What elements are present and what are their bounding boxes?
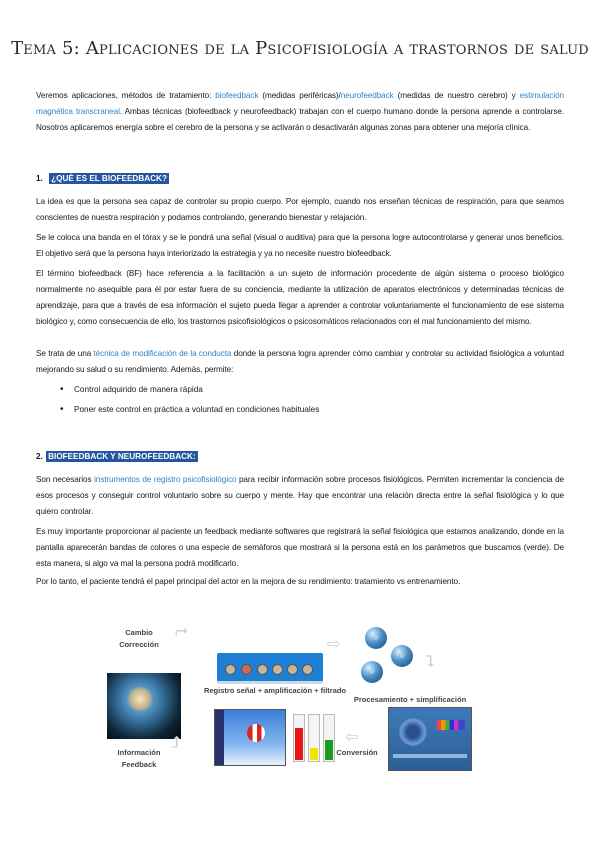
- processing-software-screen: [388, 707, 472, 771]
- s1-paragraph-2: Se le coloca una banda en el tórax y se le pondrá una señal (visual o auditiva) para que la persona logre autocontrolarse y generar unos beneficios. El objetivo será que la persona haya interiorizado la estrategia y ya no necesite nuestro biofeedback.: [36, 233, 564, 258]
- arrow-down-icon: ⮧: [425, 654, 435, 671]
- signal-orb-icon: [365, 627, 387, 649]
- text: Son necesarios: [36, 475, 95, 484]
- fill: [310, 748, 318, 760]
- s1-bullet-list: [60, 380, 319, 420]
- intro-paragraph: [36, 88, 564, 136]
- term-behavior-modification: técnica de modificación de la conducta: [93, 349, 232, 358]
- knob: [302, 664, 313, 675]
- section-title: ¿QUÉ ES EL BIOFEEDBACK?: [51, 174, 167, 183]
- head-brain-image: [107, 673, 181, 739]
- side-panel: [215, 710, 224, 765]
- arrow-up-icon: ⮥: [171, 734, 181, 751]
- level-meter-green: [323, 714, 335, 762]
- text: Se trata de una: [36, 349, 94, 358]
- amplifier-device-image: [217, 653, 323, 684]
- section-title: BIOFEEDBACK Y NEUROFEEDBACK:: [48, 452, 196, 461]
- section-number: 2.: [36, 452, 43, 461]
- brain-icon: [127, 687, 153, 711]
- text: (medidas periféricas)/: [258, 91, 341, 100]
- balloon-icon: [247, 724, 265, 742]
- term-recording-instruments: instrumentos de registro psicofisiológico: [94, 475, 237, 484]
- bullet-item: • Control adquirido de manera rápida: [60, 380, 319, 400]
- s1-paragraph-4: [36, 346, 564, 378]
- term-neurofeedback: neurofeedback: [340, 91, 394, 100]
- label-procesamiento: Procesamiento + simplificación: [353, 695, 467, 704]
- section-1-heading: [36, 174, 169, 183]
- text: (medidas de nuestro cerebro) y: [393, 91, 520, 100]
- knob: [241, 664, 252, 675]
- text: . Ambas técnicas (biofeedback y neurofeedback) trabajan con el cuerpo humano donde la persona aprende a controlarse. Nosotros aplicaremos energía sobre el cerebro de la persona y se activarán o desactivarán algunas zonas para obtener una mejoría clínica.: [36, 107, 565, 132]
- fill: [325, 740, 333, 760]
- label-informacion: Información Feedback: [117, 748, 161, 769]
- arrow-right-icon: ⮣: [175, 622, 188, 639]
- knob: [225, 664, 236, 675]
- dial: [399, 718, 427, 746]
- section-number: 1.: [36, 174, 43, 183]
- page-title: Tema 5: Aplicaciones de la Psicofisiología a trastornos de salud: [11, 38, 589, 59]
- bullet-item: • Poner este control en práctica a voluntad en condiciones habituales: [60, 400, 319, 420]
- strip: [393, 754, 467, 758]
- level-meter-yellow: [308, 714, 320, 762]
- arrow-left-icon: ⇦: [345, 729, 359, 746]
- label-cambio: Cambio Corrección: [119, 628, 159, 649]
- bars: [437, 720, 465, 730]
- knob: [287, 664, 298, 675]
- signal-orb-icon: [361, 661, 383, 683]
- label-conversion: Conversión: [336, 748, 378, 757]
- s2-paragraph-2: Es muy importante proporcionar al paciente un feedback mediante softwares que registrará la señal fisiológica que estamos analizando, donde en la pantalla aparecerán bandas de colores o una especie de semáforos que mostrará si la persona está en los parámetros que buscamos (verde). De esta manera, si algo va mal la persona podrá modificarlo.: [36, 527, 564, 568]
- s2-paragraph-3: Por lo tanto, el paciente tendrá el papel principal del actor en la mejora de su rendimiento: tratamiento vs entrenamiento.: [36, 577, 461, 586]
- text: donde la persona logra aprender cómo cambiar y controlar su actividad fisiológica a voluntad mejorando su salud o su rendimiento. Además, permite:: [36, 349, 564, 374]
- section-2-heading: [36, 452, 198, 461]
- knob: [272, 664, 283, 675]
- feedback-game-screen: [214, 709, 286, 766]
- term-tms: estimulación magnética transcraneal: [36, 91, 564, 116]
- level-meter-red: [293, 714, 305, 762]
- knob: [257, 664, 268, 675]
- s1-paragraph-3: El término biofeedback (BF) hace referencia a la facilitación a un sujeto de información procedente de algún sistema o proceso biológico normalmente no asequible para él por estar fuera de su conciencia, mediante la utilización de aparatos electrónicos y determinadas técnicas de aprendizaje, para que a través de esa información el sujeto pueda llegar a aprender a controlar voluntariamente el funcionamiento de ese sistema biológico y, como consecuencia de ello, los trastornos psicofisiológicos o psicosomáticos relacionados con el mal funcionamiento del mismo.: [36, 269, 564, 326]
- s1-paragraph-1: La idea es que la persona sea capaz de controlar su propio cuerpo. Por ejemplo, cuando nos enseñan técnicas de respiración, para que seamos conscientes de nuestra respiración y podamos controlando, generando bienestar y relajación.: [36, 197, 564, 222]
- biofeedback-cycle-diagram: [95, 615, 520, 805]
- text: para recibir información sobre procesos fisiológicos. Permiten incrementar la conciencia de esos procesos y conseguir control voluntario sobre su cuerpo y mente. Hay que encontrar una relación directa entre la señal fisiológica y lo que quiero controlar.: [36, 475, 564, 516]
- term-biofeedback: biofeedback: [215, 91, 259, 100]
- text: Veremos aplicaciones, métodos de tratamiento:: [36, 91, 216, 100]
- fill: [295, 728, 303, 760]
- signal-orb-icon: [391, 645, 413, 667]
- s2-paragraph-1: [36, 472, 564, 520]
- label-registro: Registro señal + amplificación + filtrado: [203, 686, 347, 695]
- arrow-right-icon: ⇨: [327, 636, 341, 653]
